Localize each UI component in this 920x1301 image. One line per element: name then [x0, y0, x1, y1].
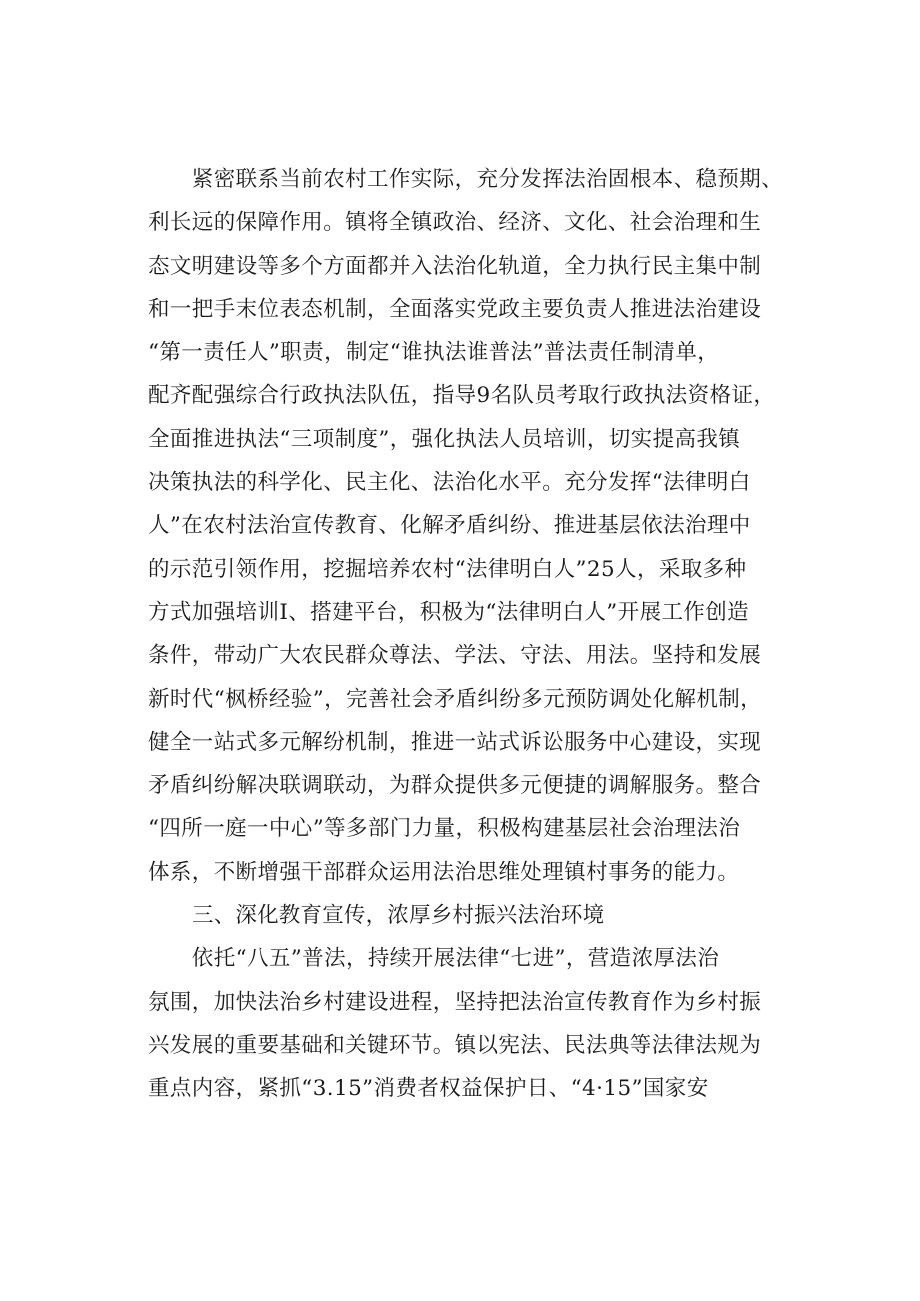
paragraph-line: 配齐配强综合行政执法队伍，指导9名队员考取行政执法资格证， [148, 383, 776, 409]
section-heading: 三、深化教育宣传，浓厚乡村振兴法治环境 [192, 903, 605, 929]
paragraph-line: 氛围，加快法治乡村建设进程，坚持把法治宣传教育作为乡村振 [148, 989, 762, 1015]
paragraph-line: 健全一站式多元解纷机制，推进一站式诉讼服务中心建设，实现 [148, 729, 762, 755]
paragraph-line: 态文明建设等多个方面都并入法治化轨道，全力执行民主集中制 [148, 253, 762, 279]
paragraph-line: 新时代“枫桥经验”，完善社会矛盾纠纷多元预防调处化解机制， [148, 686, 763, 712]
document-body [148, 158, 808, 1111]
paragraph-line: “四所一庭一中心”等多部门力量，积极构建基层社会治理法治 [148, 816, 741, 842]
paragraph-line: 的示范引领作用，挖掘培养农村“法律明白人”25人，采取多种 [148, 556, 747, 582]
paragraph-line: 体系，不断增强干部群众运用法治思维处理镇村事务的能力。 [148, 859, 740, 885]
paragraph-line: 紧密联系当前农村工作实际，充分发挥法治固根本、稳预期、 [148, 167, 784, 192]
paragraph-line: 决策执法的科学化、民主化、法治化水平。充分发挥“法律明白 [148, 470, 751, 496]
paragraph-line: 重点内容，紧抓“3.15”消费者权益保护日、“4·15”国家安 [148, 1076, 709, 1102]
paragraph-line: 矛盾纠纷解决联调联动，为群众提供多元便捷的调解服务。整合 [148, 773, 762, 799]
paragraph-line: 条件，带动广大农民群众尊法、学法、守法、用法。坚持和发展 [148, 643, 762, 669]
paragraph-line: “第一责任人”职责，制定“谁执法谁普法”普法责任制清单， [148, 340, 720, 366]
paragraph-line: 和一把手末位表态机制，全面落实党政主要负责人推进法治建设 [148, 296, 762, 322]
paragraph-line: 全面推进执法“三项制度”，强化执法人员培训，切实提高我镇 [148, 426, 741, 452]
paragraph-line: 依托“八五”普法，持续开展法律“七进”，营造浓厚法治 [148, 946, 720, 972]
paragraph-line: 利长远的保障作用。镇将全镇政治、经济、文化、社会治理和生 [148, 210, 762, 236]
paragraph-line: 兴发展的重要基础和关键环节。镇以宪法、民法典等法律法规为 [148, 1032, 762, 1058]
paragraph-line: 方式加强培训I、搭建平台，积极为“法律明白人”开展工作创造 [148, 599, 750, 625]
paragraph-line: 人”在农村法治宣传教育、化解矛盾纠纷、推进基层依法治理中 [148, 513, 751, 539]
